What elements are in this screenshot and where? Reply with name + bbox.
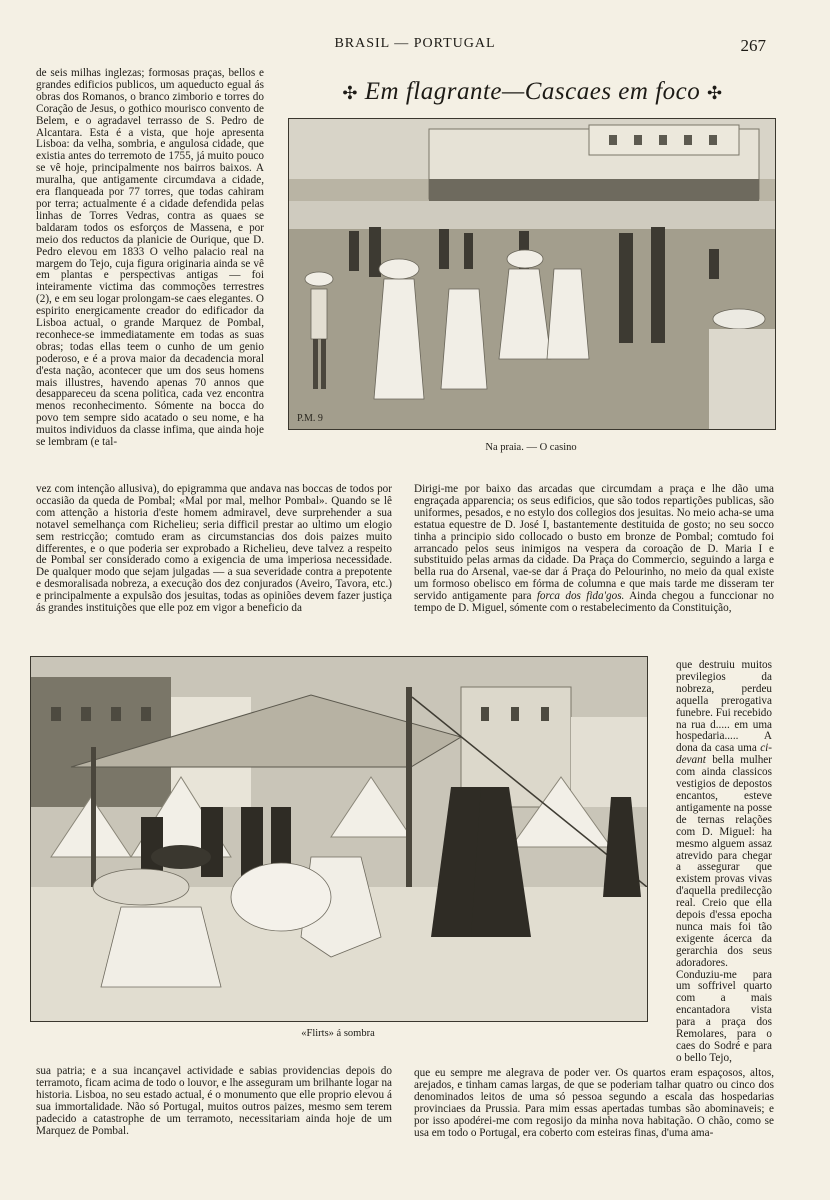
photo-signature: P.M. 9 (297, 413, 323, 424)
text-column-left-top: de seis milhas inglezas; formosas praças, bellos e grandes edificios publicos, um aqueducto egual ás obras dos Romanos, o branco zimborio e torres do Coração de Jesus, o gothico mourisco convento de Belem, e o agradavel terrasso de S. Pedro de Alcantara. Esta é a vista, que hoje apresenta Lisboa: da velha, sombria, e angulosa cidade, que existia antes do terremoto de 1755, já muito pouco se vê hoje, principalmente nos bairros baixos. A muralha, que antigamente circumdava a cidade, era flanqueada por 77 torres, que todas cahiram por terra; actualmente é a cidade defendida pelas linhas de Torres Vedras, contra as quaes se baldaram todos os esforços de Massena, e por meio dos reductos da planicie de Ourique, que D. Pedro elevou em 1833 O velho palacio real na margem do Tejo, cuja figura originaria ainda se vê em plantas e perspectivas antigas — foi inteiramente victima das commoções terrestres (2), e em seu logar prolongam-se caes elegantes. O espirito energicamente creador do edificador da Lisboa actual, o grande Marquez de Pombal, reconhece-se immediatamente em todas as suas obras; todas ellas teem o cunho de um genio poderoso, e é a prova maior da decadencia moral d'esta nação, acontecer que um dos seus homens mais illustres, havendo apenas 70 annos que desappareceu da scena politica, cada vez encontra menos reconhecimento. Sómente na bocca do povo tem sempre sido acatado o seu nome, e ha muitos individuos da classe infima, que ainda hoje se lembram (e tal- (36, 67, 265, 449)
article-title: Em flagrante—Cascaes em foco (364, 78, 701, 105)
beach-casino-illustration (289, 119, 775, 429)
text-column-right-narrow (676, 660, 772, 1065)
page-header (0, 36, 830, 56)
caption-beach-casino: Na praia. — O casino (485, 442, 577, 453)
text-right-wide-end: Ainda chegou a funccionar no tempo de D. Miguel, sómente com o restabelecimento da Constituição, (414, 590, 774, 615)
text-right-narrow-italic: ci-devant (676, 742, 772, 767)
page-number: 267 (740, 36, 766, 55)
caption-flirts: «Flirts» á sombra (301, 1028, 375, 1039)
running-title: BRASIL — PORTUGAL (334, 36, 496, 51)
text-right-wide-main: Dirigi-me por baixo das arcadas que circumdam a praça e lhe dão uma engraçada apparencia; os seus edificios, que são todos repartições publicas, são uniformes, pesados, e no estylo dos collegios dos jesuitas. No meio acha-se uma estatua equestre de D. José I, bastantemente destituida de gosto; no seu socco tinha a principio sido collocado o busto em bronze de Pombal; comtudo foi arrancado pelos seus inimigos na vespera da coroação de D. Maria I e substituido pelas armas da cidade. Da Praça do Commercio, seguindo a larga e bella rua do Arsenal, vae-se dar á Praça do Pelourinho, no meio da qual existe um formoso obelisco em fórma de columna e que mais tarde me disseram ter servido antigamente para (414, 483, 774, 603)
text-right-wide-italic: forca dos fida'gos. (536, 590, 625, 603)
ornament-right-icon: ✣ (706, 83, 723, 103)
ornament-left-icon: ✣ (342, 83, 358, 103)
text-column-bottom-right: que eu sempre me alegrava de poder ver. Os quartos eram espaçosos, altos, arejados, e tinham camas largas, de que se poderiam talhar quatro ou cinco dos denominados leitos de uma só pessoa segundo a escala das hospedarias provinciaes da Prussia. Para mim essas apertadas tumbas são abominaveis; e por isso apodérei-me com regosijo da minha nova habitação. O chão, como se usa em todo o Portugal, era coberto com esteiras finas, d'uma ama- (414, 1067, 774, 1139)
text-column-left-wide: vez com intenção allusiva), do epigramma que andava nas boccas de todos por occasião da queda de Pombal; «Mal por mal, melhor Pombal». Quando se lê com attenção a historia d'este homem admiravel, deve surprehender a sua notavel semelhança com Richelieu; seria difficil prestar ao ultimo um elogio sem restricção; comtudo eram as circumstancias dos dois paizes muito differentes, e o que poderia ser exprobado a Richelieu, deve talvez a respeito de Pombal ser considerado como a exigencia de uma imperiosa necessidade. De qualquer modo que sejam julgadas — a sua severidade contra a prepotente e desmoralisada nobreza, a execução dos dez conjurados (Aveiro, Tavora, etc.) e principalmente a expulsão dos jesuitas, todas as opiniões devem fazer justiça ás grandes instituições que elle poz em vigor a beneficio da (36, 483, 392, 615)
photo-flirts-shade (30, 656, 648, 1022)
article-title-block (290, 78, 775, 106)
photo-beach-casino (288, 118, 776, 430)
text-column-right-wide (414, 484, 774, 615)
text-column-bottom-left: sua patria; e a sua incançavel actividade e sabias providencias depois do terramoto, ficam acima de todo o louvor, e lhe asseguram um brilhante logar na historia. Lisboa, no seu estado actual, é o monumento que elle proprio elevou á sua immortalidade. Não só Portugal, muitos outros paizes, mesmo sem terem padecido a catastrophe de um terramoto, necessitariam ainda hoje de um Marquez de Pombal. (36, 1065, 392, 1137)
text-right-narrow-end: bella mulher com ainda classicos vestigios de depostos encantos, esteve antigamente na posse de ternas relações com D. Miguel: ha mesmo alguem assaz atrevido para chegar a assegurar que existem provas vivas d'aquella predilecção real. Creio que ella depois d'essa epocha nunca mais foi tão exigente ácerca da gerarchia dos seus adoradores. Conduziu-me para um soffrivel quarto com a mais encantadora vista para a praça dos Remolares, para o caes do Sodré e para o bello Tejo, (676, 754, 773, 1064)
text-right-narrow-main: que destruiu muitos previlegios da nobreza, perdeu aquella prerogativa funebre. Fui recebido na rua d..... em uma hospedaria..... A dona da casa uma (676, 659, 772, 755)
flirts-illustration (31, 657, 647, 1021)
